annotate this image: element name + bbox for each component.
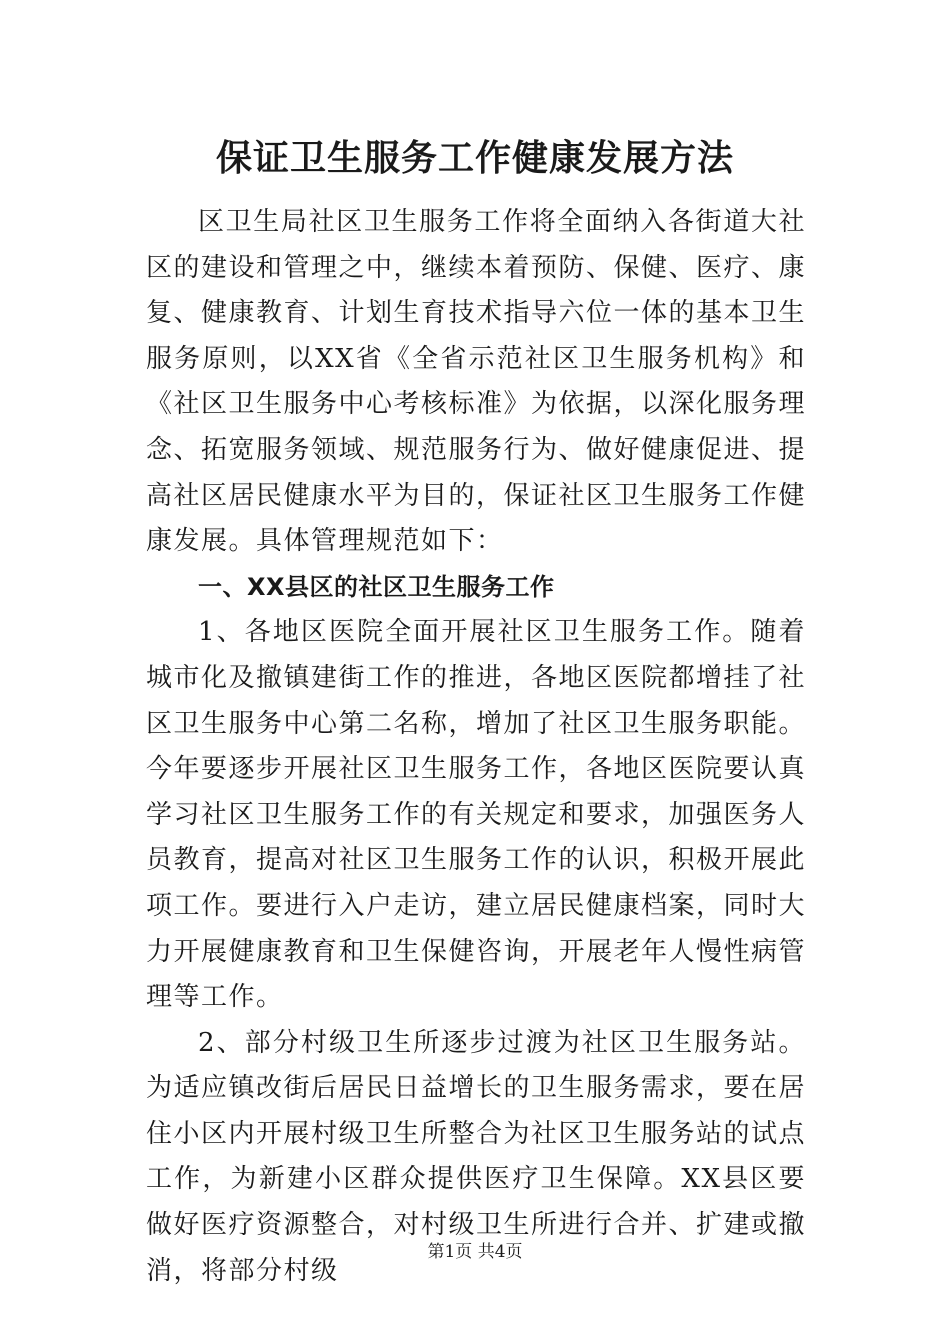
document-title: 保证卫生服务工作健康发展方法 xyxy=(215,137,734,179)
page-number-footer: 第1页 共4页 xyxy=(427,1242,523,1262)
section-heading: 一、XX县区的社区卫生服务工作 xyxy=(198,572,555,601)
paragraph-intro: 区卫生局社区卫生服务工作将全面纳入各街道大社区的建设和管理之中，继续本着预防、保健、医疗、康复、健康教育、计划生育技术指导六位一体的基本卫生服务原则，以XX省《全省示范社区卫生服务机构》和《社区卫生服务中心考核标准》为依据，以深化服务理念、拓宽服务领域、规范服务行为、做好健康促进、提高社区居民健康水平为目的，保证社区卫生服务工作健康发展。具体管理规范如下： xyxy=(146,207,807,557)
paragraph-item-1: 1、各地区医院全面开展社区卫生服务工作。随着城市化及撤镇建街工作的推进，各地区医院都增挂了社区卫生服务中心第二名称，增加了社区卫生服务职能。今年要逐步开展社区卫生服务工作，各地区医院要认真学习社区卫生服务工作的有关规定和要求，加强医务人员教育，提高对社区卫生服务工作的认识，积极开展此项工作。要进行入户走访，建立居民健康档案，同时大力开展健康教育和卫生保健咨询，开展老年人慢性病管理等工作。 xyxy=(146,617,807,1013)
paragraph-item-2: 2、部分村级卫生所逐步过渡为社区卫生服务站。为适应镇改街后居民日益增长的卫生服务需求，要在居住小区内开展村级卫生所整合为社区卫生服务站的试点工作，为新建小区群众提供医疗卫生保障。XX县区要做好医疗资源整合，对村级卫生所进行合并、扩建或撤消，将部分村级 xyxy=(146,1027,807,1286)
document-body xyxy=(146,200,806,1294)
